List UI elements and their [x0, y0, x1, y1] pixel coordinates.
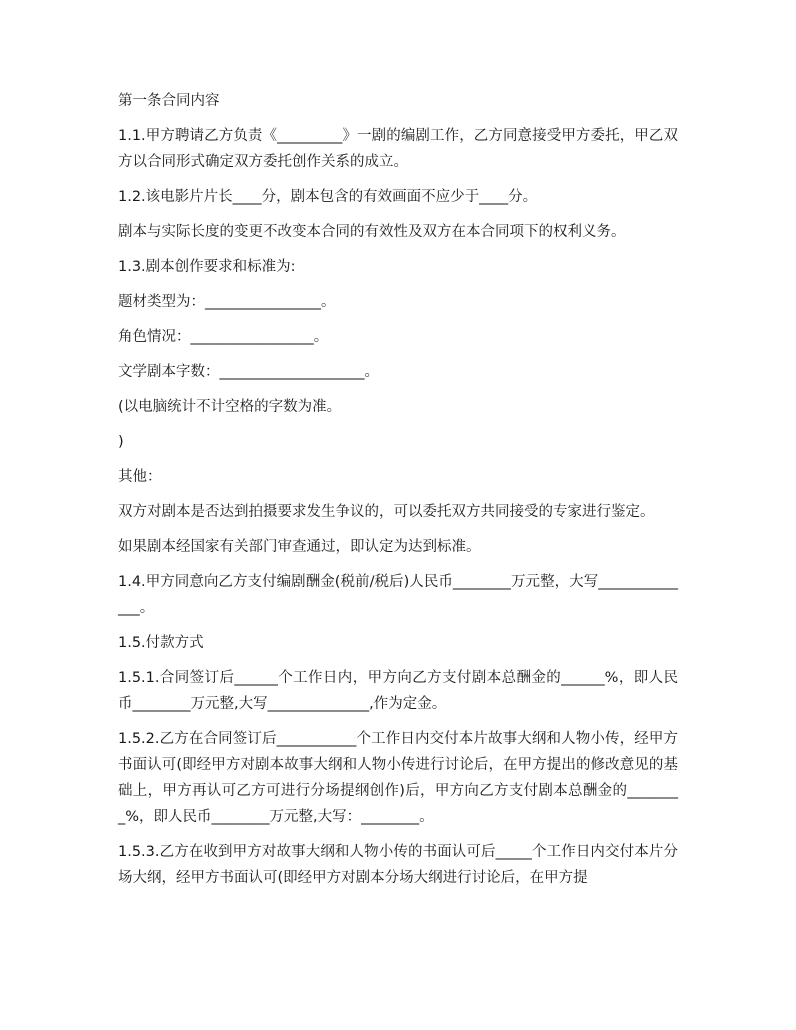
clause-1-2: 1.2.该电影片片长____分，剧本包含的有效画面不应少于____分。: [118, 189, 538, 205]
document-body: [118, 88, 678, 900]
clause-1-4: 1.4.甲方同意向乙方支付编剧酬金(税前/税后)人民币________万元整，大写______________。: [118, 574, 678, 616]
clause-1-2-note: 剧本与实际长度的变更不改变本合同的有效性及双方在本合同项下的权利义务。: [118, 224, 626, 240]
character-line: 角色情况：_________________。: [118, 329, 329, 345]
other-label: 其他：: [118, 469, 162, 485]
approval-paragraph: 如果剧本经国家有关部门审查通过，即认定为达到标准。: [118, 539, 481, 555]
clause-1-5-2: 1.5.2.乙方在合同签订后___________个工作日内交付本片故事大纲和人物小传，经甲方书面认可(即经甲方对剧本故事大纲和人物小传进行讨论后，在甲方提出的修改意见的基础上，甲方再认可乙方可进行分场提纲创作)后，甲方向乙方支付剧本总酬金的________%，即人民币________万元整,大写：________。: [118, 731, 678, 825]
clause-1-5: 1.5.付款方式: [118, 635, 204, 651]
clause-1-3: 1.3.剧本创作要求和标准为:: [118, 259, 296, 275]
theme-type-line: 题材类型为：________________。: [118, 294, 336, 310]
section-heading-contract-content: 第一条合同内容: [118, 93, 220, 109]
word-count-note: (以电脑统计不计空格的字数为准。: [118, 399, 342, 415]
clause-1-5-3: 1.5.3.乙方在收到甲方对故事大纲和人物小传的书面认可后_____个工作日内交付本片分场大纲，经甲方书面认可(即经甲方对剧本分场大纲进行讨论后，在甲方提: [118, 844, 678, 886]
closing-paren: ): [118, 434, 124, 450]
clause-1-1: 1.1.甲方聘请乙方负责《_________》一剧的编剧工作，乙方同意接受甲方委托，甲乙双方以合同形式确定双方委托创作关系的成立。: [118, 128, 678, 170]
word-count-line: 文学剧本字数：____________________。: [118, 364, 379, 380]
clause-1-5-1: 1.5.1.合同签订后______个工作日内，甲方向乙方支付剧本总酬金的______%，即人民币________万元整,大写______________,作为定金。: [118, 670, 678, 712]
dispute-paragraph: 双方对剧本是否达到拍摄要求发生争议的，可以委托双方共同接受的专家进行鉴定。: [118, 504, 655, 520]
